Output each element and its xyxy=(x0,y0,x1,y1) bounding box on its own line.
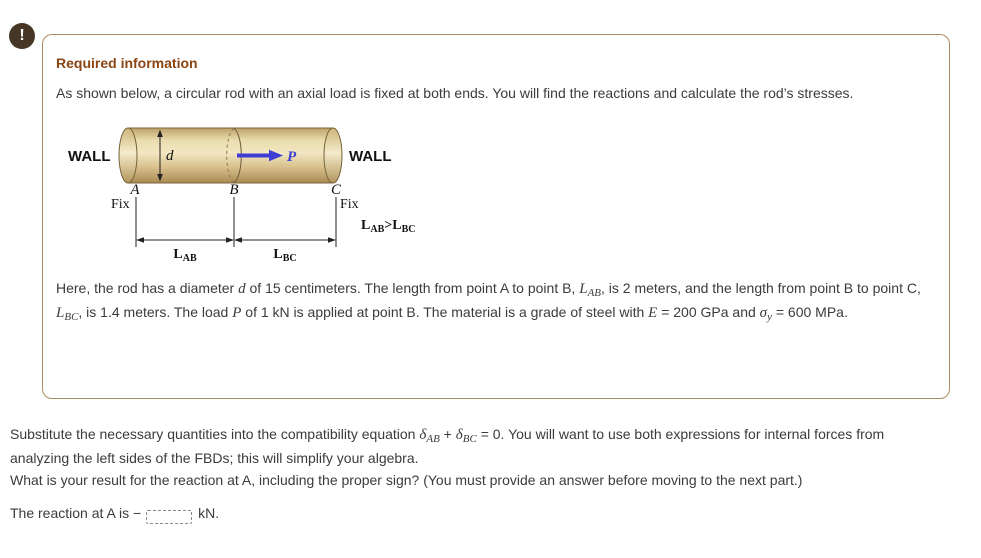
var-L-ab: L xyxy=(579,280,588,297)
var-L-bc: L xyxy=(56,304,65,321)
dimension-arrow-bc-left xyxy=(234,237,242,243)
details-paragraph: Here, the rod has a diameter d of 15 centimeters. The length from point A to point B, $L_{AB}$, is 2 meters, and the length from point B to point C, $L_{BC}$, is 1.4 meters. The load P of 1 kN is applied at point B. The material is a grade of steel with E = 200 GPa and $\sigma_y = 600$ MPa. xyxy=(56,279,921,323)
answer-prefix: The reaction at A is − xyxy=(10,505,142,522)
answer-line xyxy=(10,503,942,525)
var-delta-ab: δ xyxy=(419,427,427,443)
rod-right-cap xyxy=(324,128,342,183)
fix-right-label: Fix xyxy=(340,196,359,212)
length-inequality-label: $L_{AB}>L_{BC}$ xyxy=(361,217,416,235)
dimension-arrow-ab-right xyxy=(226,237,234,243)
point-b-label: B xyxy=(229,181,239,198)
load-label: P xyxy=(287,148,297,165)
dimension-arrow-ab-left xyxy=(136,237,144,243)
rod-left-cap xyxy=(119,128,137,183)
required-alert-icon xyxy=(9,23,35,49)
var-sigma: σ xyxy=(759,304,768,321)
var-P: P xyxy=(232,304,242,321)
required-info-heading: Required information xyxy=(56,55,198,71)
exclamation-icon: ! xyxy=(19,27,25,44)
intro-paragraph: As shown below, a circular rod with an axial load is fixed at both ends. You will find the reactions and calculate the rod’s stresses. xyxy=(56,85,854,101)
rod-figure-svg xyxy=(56,115,456,265)
required-info-box xyxy=(42,34,950,399)
rod-figure xyxy=(56,115,925,270)
reaction-answer-input[interactable] xyxy=(146,510,192,524)
fix-left-label: Fix xyxy=(111,196,130,212)
question-section xyxy=(10,424,942,525)
question-paragraph-1: Substitute the necessary quantities into the compatibility equation $\delta_{AB} + \delta_{BC} = 0$. You will want to use both expressions for internal forces from analyzing the left sides of the FBDs; this will simplify your algebra. xyxy=(10,426,885,467)
var-delta-bc: δ xyxy=(455,427,463,443)
point-c-label: C xyxy=(330,181,342,198)
wall-left-label: WALL xyxy=(68,147,111,165)
diameter-label: d xyxy=(166,147,174,164)
point-a-label: A xyxy=(130,181,140,198)
var-d: d xyxy=(238,280,246,297)
dimension-label-ab: $L_{AB}$ xyxy=(173,246,197,264)
answer-unit-label: kN. xyxy=(198,505,220,522)
var-E: E xyxy=(648,304,658,321)
dimension-arrow-bc-right xyxy=(328,237,336,243)
dimension-label-bc: $L_{BC}$ xyxy=(273,246,297,264)
wall-right-label: WALL xyxy=(349,147,392,165)
question-paragraph-2: What is your result for the reaction at A, including the proper sign? (You must provide an answer before moving to the next part.) xyxy=(10,471,803,488)
